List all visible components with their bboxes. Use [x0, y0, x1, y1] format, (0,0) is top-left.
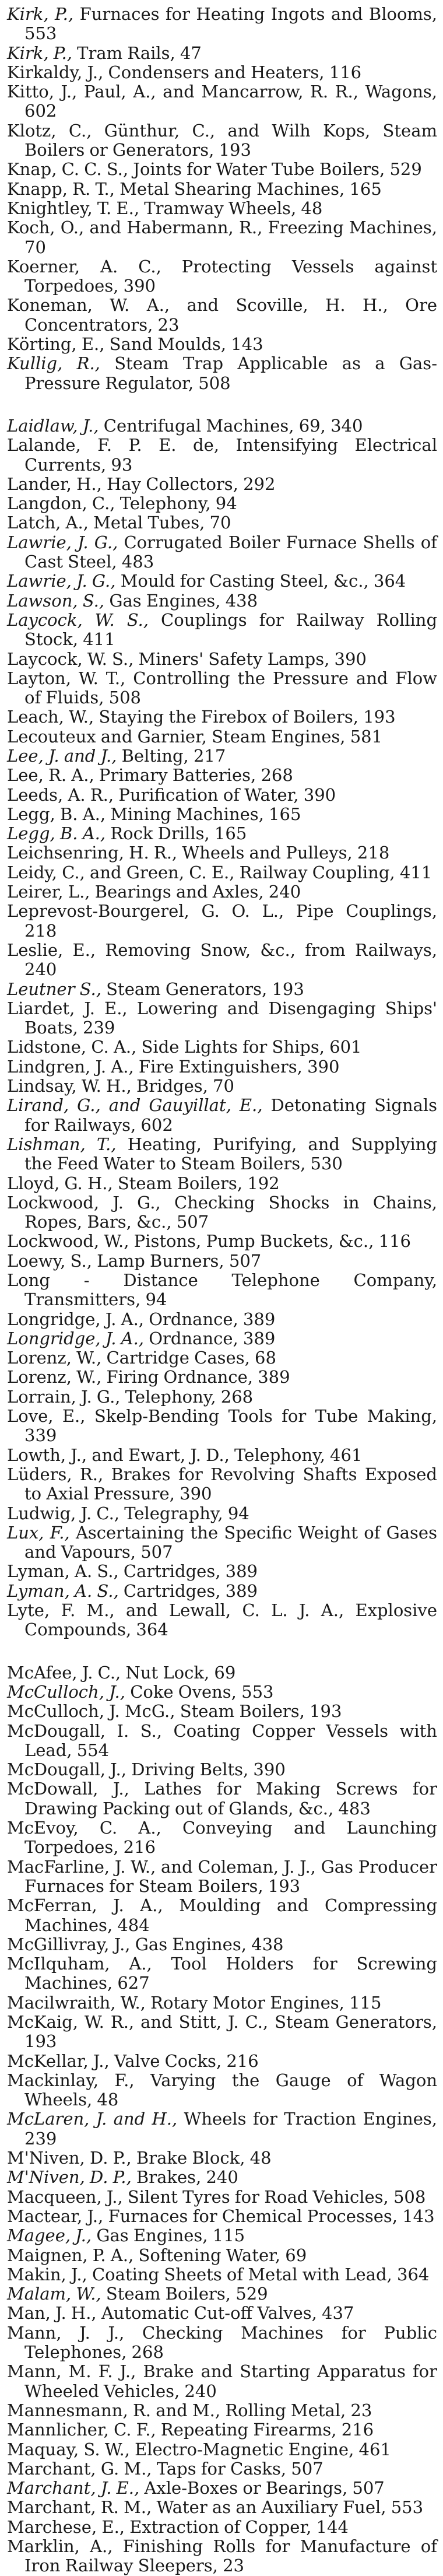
- index-entry: [7, 746, 437, 766]
- index-entry: [7, 1954, 437, 1993]
- entry-name: Körting, E.,: [7, 334, 105, 355]
- index-entry: [7, 218, 437, 257]
- entry-name: Layton, W. T.,: [7, 668, 126, 688]
- index-entry: [7, 1582, 437, 1601]
- entry-description: Brakes, 240: [131, 2167, 238, 2188]
- entry-description: Firing Ordnance, 389: [101, 1367, 290, 1387]
- entry-name: Leirer, L.,: [7, 882, 90, 902]
- entry-description: Axle-Boxes or Bearings, 507: [139, 2478, 385, 2498]
- index-entry: [7, 882, 437, 902]
- entry-description: Steam Boilers or Generators, 193: [24, 120, 437, 160]
- entry-name: Ludwig, J. C.,: [7, 1503, 119, 1523]
- index-entry: [7, 1135, 437, 1174]
- entry-name: Leichsenring, H. R.,: [7, 843, 178, 863]
- index-entry: [7, 513, 437, 532]
- entry-description: Ordnance, 389: [144, 1309, 276, 1329]
- entry-description: Primary Batteries, 268: [94, 765, 293, 786]
- entry-description: Tramway Wheels, 48: [139, 198, 323, 218]
- index-entry: [7, 611, 437, 650]
- entry-name: Leutner S.,: [7, 979, 101, 999]
- entry-description: Brake and Starting Apparatus for Wheeled Vehicles, 240: [24, 2361, 437, 2401]
- index-entry: [7, 1760, 437, 1779]
- entry-name: McKaig, W. R., and Stitt, J. C.,: [7, 2011, 269, 2032]
- index-entry: [7, 2052, 437, 2071]
- index-entry: [7, 2207, 437, 2226]
- index-entry: [7, 1702, 437, 1721]
- entry-name: Laidlaw, J.,: [7, 415, 99, 436]
- entry-name: McIlquham, A.,: [7, 1954, 152, 1974]
- entry-description: Side Lights for Ships, 601: [136, 1037, 362, 1057]
- entry-name: Maquay, S. W.,: [7, 2439, 130, 2459]
- entry-description: Detonating Signals for Railways, 602: [24, 1095, 437, 1135]
- entry-name: Leslie, E.,: [7, 940, 96, 960]
- index-entry: [7, 1038, 437, 1057]
- entry-description: Protecting Vessels against Torpedoes, 390: [24, 256, 437, 296]
- index-entry: [7, 1504, 437, 1523]
- entry-description: Steam Engines, 581: [206, 726, 383, 746]
- index-entry: [7, 1993, 437, 2013]
- entry-description: Driving Belts, 390: [126, 1760, 286, 1780]
- entry-name: Laycock, W. S.,: [7, 609, 149, 630]
- entry-description: Removing Snow, &c., from Railways, 240: [24, 940, 437, 980]
- entry-name: Lindgren, J. A.,: [7, 1056, 134, 1077]
- entry-name: Mann, M. F. J.,: [7, 2361, 136, 2382]
- entry-description: Tram Rails, 47: [72, 43, 202, 63]
- index-entry: [7, 1271, 437, 1310]
- entry-description: Sand Moulds, 143: [104, 334, 263, 355]
- entry-name: Macqueen, J.,: [7, 2186, 123, 2207]
- entry-name: Kirk, P.,: [7, 4, 74, 24]
- entry-description: Coating Sheets of Metal with Lead, 364: [87, 2264, 430, 2284]
- index-entry: [7, 2284, 437, 2304]
- index-entry: [7, 2518, 437, 2537]
- entry-name: Kirkaldy, J.,: [7, 62, 104, 82]
- index-entry: [7, 1310, 437, 1329]
- index-entry: [7, 494, 437, 513]
- entry-name: Lorrain, J. G.,: [7, 1386, 121, 1407]
- index-entry: [7, 1077, 437, 1096]
- index-entry: [7, 902, 437, 941]
- entry-name: McGillivray, J.,: [7, 1934, 131, 1954]
- entry-description: Conveying and Launching Torpedoes, 216: [24, 1818, 437, 1857]
- entry-name: Latch, A.,: [7, 513, 89, 533]
- entry-description: Telephony, 94: [115, 493, 237, 514]
- entry-name: McCulloch, J. McG.,: [7, 1701, 175, 1722]
- entry-description: Steam Boilers, 193: [175, 1701, 342, 1722]
- index-entry: [7, 1663, 437, 1683]
- entry-name: Lander, H.,: [7, 474, 102, 494]
- index-entry: [7, 2149, 437, 2168]
- entry-name: McFerran, J. A.,: [7, 1895, 163, 1916]
- entry-description: Brake Block, 48: [131, 2148, 272, 2168]
- entry-description: Steam Trap Applicable as a Gas-Pressure Regulator, 508: [24, 353, 437, 393]
- index-entry: [7, 650, 437, 669]
- index-entry: [7, 416, 437, 436]
- entry-description: Corrugated Boiler Furnace Shells of Cast Steel, 483: [24, 532, 437, 572]
- index-entry: [7, 1683, 437, 1702]
- entry-name: Kullig, R.,: [7, 353, 100, 374]
- entry-name: Lyman, A. S.,: [7, 1561, 119, 1582]
- index-entry: [7, 824, 437, 843]
- entry-description: Repeating Firearms, 216: [156, 2420, 374, 2440]
- entry-name: Lockwood, J. G.,: [7, 1192, 161, 1212]
- index-entry: [7, 805, 437, 824]
- entry-description: Gas Producer Furnaces for Steam Boilers, 193: [24, 1856, 437, 1896]
- entry-description: Heating, Purifying, and Supplying the Feed Water to Steam Boilers, 530: [24, 1134, 437, 1174]
- index-entry: [7, 1896, 437, 1935]
- entry-name: Lorenz, W.,: [7, 1367, 102, 1387]
- entry-description: Cartridges, 389: [118, 1561, 258, 1582]
- index-entry: [7, 354, 437, 393]
- entry-description: Ascertaining the Specific Weight of Gases and Vapours, 507: [24, 1522, 437, 1562]
- entry-description: Wheels for Traction Engines, 239: [24, 2109, 437, 2149]
- index-entry: [7, 160, 437, 179]
- entry-description: Ordnance, 389: [144, 1328, 276, 1348]
- index-entry: [7, 475, 437, 494]
- entry-name: Magee, J.,: [7, 2225, 92, 2246]
- entry-name: Lee, R. A.,: [7, 765, 94, 786]
- entry-description: Metal Tubes, 70: [88, 513, 231, 533]
- entry-name: Lloyd, G. H.,: [7, 1173, 113, 1193]
- index-section: [7, 416, 437, 1640]
- entry-description: Metal Shearing Machines, 165: [115, 178, 382, 199]
- index-entry: [7, 82, 437, 121]
- entry-description: Gas Engines, 115: [92, 2225, 245, 2246]
- entry-description: Extraction of Copper, 144: [125, 2517, 349, 2537]
- entry-name: Lawrie, J. G.,: [7, 571, 116, 591]
- index-entry: [7, 2479, 437, 2498]
- index-entry: [7, 1329, 437, 1348]
- index-entry: [7, 296, 437, 335]
- entry-description: Furnaces for Chemical Processes, 143: [103, 2206, 435, 2226]
- index-entry: [7, 1562, 437, 1581]
- entry-name: Mactear, J.,: [7, 2206, 104, 2226]
- index-entry: [7, 2401, 437, 2420]
- entry-description: Steam Boilers, 192: [112, 1173, 280, 1193]
- entry-description: Gas Engines, 438: [130, 1934, 284, 1954]
- entry-name: Love, E.,: [7, 1406, 86, 1427]
- index-entry: [7, 436, 437, 475]
- entry-description: Hay Collectors, 292: [101, 474, 276, 494]
- entry-name: Legg, B. A.,: [7, 804, 106, 824]
- entry-description: Intensifying Electrical Currents, 93: [24, 435, 437, 475]
- entry-description: Joints for Water Tube Boilers, 529: [128, 159, 422, 180]
- entry-name: Longridge, J. A.,: [7, 1328, 145, 1348]
- entry-name: Macilwraith, W.,: [7, 1992, 146, 2013]
- entry-name: Lirand, G., and Gauyillat, E.,: [7, 1095, 263, 1116]
- entry-description: Lowering and Disengaging Ships' Boats, 239: [24, 998, 438, 1038]
- index-entry: [7, 1057, 437, 1077]
- entry-description: Water as an Auxiliary Fuel, 553: [152, 2497, 424, 2518]
- entry-description: Telephony, 268: [120, 1386, 254, 1407]
- entry-name: Loewy, S.,: [7, 1250, 92, 1271]
- entry-name: Leeds, A. R.,: [7, 784, 114, 805]
- entry-name: Laycock, W. S.,: [7, 649, 134, 669]
- entry-description: Bridges, 70: [131, 1076, 235, 1096]
- index-entry: [7, 2537, 437, 2576]
- index-entry: [7, 980, 437, 999]
- entry-name: McEvoy, C. A.,: [7, 1818, 161, 1838]
- entry-name: Man, J. H.,: [7, 2303, 97, 2323]
- entry-name: Malam, W.,: [7, 2284, 101, 2304]
- index-entry: [7, 1096, 437, 1135]
- entry-description: Wagons, 602: [24, 82, 437, 121]
- index-entry: [7, 2109, 437, 2149]
- index-entry: [7, 63, 437, 82]
- entry-name: McCulloch, J.,: [7, 1681, 125, 1702]
- entry-name: Lalande, F. P. E. de,: [7, 435, 219, 455]
- index-entry: [7, 2304, 437, 2323]
- entry-description: Transmitters, 94: [24, 1289, 167, 1310]
- entry-name: Lecouteux and Garnier,: [7, 726, 207, 746]
- index-entry: [7, 707, 437, 727]
- entry-name: M'Niven, D. P.,: [7, 2167, 132, 2188]
- index-entry: [7, 572, 437, 591]
- index-entry: [7, 2071, 437, 2110]
- entry-description: Telephony, 461: [229, 1445, 363, 1465]
- index-entry: [7, 1523, 437, 1562]
- entry-name: Leidy, C., and Green, C. E.,: [7, 862, 235, 882]
- entry-name: McAfee, J. C.,: [7, 1662, 121, 1683]
- entry-name: McDowall, J.,: [7, 1779, 129, 1799]
- entry-name: Mann, J. J.,: [7, 2322, 125, 2343]
- entry-description: Explosive Compounds, 364: [24, 1600, 437, 1640]
- entry-description: Nut Lock, 69: [121, 1662, 236, 1683]
- entry-description: Automatic Cut-off Valves, 437: [96, 2303, 354, 2323]
- entry-name: Marchant, G. M.,: [7, 2458, 152, 2479]
- entry-description: Pistons, Pump Buckets, &c., 116: [129, 1231, 411, 1252]
- index-entry: [7, 2498, 437, 2517]
- index-entry: [7, 2188, 437, 2207]
- index-entry: [7, 727, 437, 746]
- index-entry: [7, 1818, 437, 1857]
- entry-description: Controlling the Pressure and Flow of Fluids, 508: [24, 668, 437, 708]
- index-entry: [7, 941, 437, 980]
- index-entry: [7, 2440, 437, 2459]
- index-entry: [7, 1779, 437, 1818]
- entry-name: Langdon, C.,: [7, 493, 115, 514]
- entry-description: Checking Machines for Public Telephones, 268: [24, 2322, 437, 2363]
- entry-name: Mannlicher, C. F.,: [7, 2420, 156, 2440]
- entry-description: Couplings for Railway Rolling Stock, 411: [24, 609, 438, 650]
- entry-description: Lathes for Making Screws for Drawing Packing out of Glands, &c., 483: [24, 1779, 437, 1818]
- index-entry: [7, 1348, 437, 1368]
- entry-description: Checking Shocks in Chains, Ropes, Bars, &c., 507: [24, 1192, 438, 1232]
- entry-name: Makin, J.,: [7, 2264, 87, 2284]
- entry-description: Steam Generators, 193: [24, 2011, 437, 2052]
- index-entry: [7, 1193, 437, 1232]
- entry-name: Knap, C. C. S.,: [7, 159, 129, 180]
- entry-description: Rolling Metal, 23: [220, 2400, 372, 2420]
- entry-description: Silent Tyres for Road Vehicles, 508: [122, 2186, 426, 2207]
- entry-name: Koerner, A. C.,: [7, 256, 161, 276]
- entry-description: Varying the Gauge of Wagon Wheels, 48: [24, 2070, 437, 2110]
- entry-name: Lyman, A. S.,: [7, 1580, 119, 1601]
- entry-name: Kirk, P.,: [7, 43, 72, 63]
- index-entry: [7, 5, 437, 44]
- entry-name: Lyte, F. M., and Lewall, C. L. J. A.,: [7, 1600, 344, 1621]
- index-entry: [7, 863, 437, 882]
- entry-description: Belting, 217: [117, 745, 226, 766]
- index-entry: [7, 2362, 437, 2401]
- entry-description: Coke Ovens, 553: [125, 1681, 274, 1702]
- entry-description: Tool Holders for Screwing Machines, 627: [24, 1954, 437, 1993]
- entry-description: Condensers and Heaters, 116: [103, 62, 362, 82]
- index-section: [7, 1663, 437, 2576]
- entry-description: Mould for Casting Steel, &c., 364: [115, 571, 406, 591]
- index-entry: [7, 335, 437, 354]
- entry-description: Rotary Motor Engines, 115: [145, 1992, 382, 2013]
- entry-name: Marchant, J. E.,: [7, 2478, 140, 2498]
- index-entry: [7, 257, 437, 296]
- entry-description: Centrifugal Machines, 69, 340: [99, 415, 363, 436]
- index-entry: [7, 1601, 437, 1640]
- entry-description: Steam Boilers, 529: [101, 2284, 268, 2304]
- entry-name: Lawrie, J. G.,: [7, 532, 118, 552]
- index-entry: [7, 786, 437, 805]
- entry-name: Knightley, T. E.,: [7, 198, 140, 218]
- index-entry: [7, 180, 437, 199]
- entry-name: Klotz, C., Günthur, C., and Wilh Kops,: [7, 120, 371, 141]
- entry-description: Taps for Casks, 507: [152, 2458, 324, 2479]
- entry-name: McDougall, J.,: [7, 1760, 126, 1780]
- index-entry: [7, 2323, 437, 2363]
- entry-name: Long - Distance Telephone Company,: [7, 1270, 437, 1290]
- entry-name: Koch, O., and Habermann, R.,: [7, 218, 263, 238]
- index-entry: [7, 1174, 437, 1193]
- entry-name: Lowth, J., and Ewart, J. D.,: [7, 1445, 230, 1465]
- entry-description: Staying the Firebox of Boilers, 193: [94, 707, 396, 727]
- entry-description: Wheels and Pulleys, 218: [177, 843, 390, 863]
- entry-name: Lockwood, W.,: [7, 1231, 129, 1252]
- entry-description: Gas Engines, 438: [104, 590, 258, 611]
- index-entry: [7, 1368, 437, 1387]
- index-entry: [7, 121, 437, 160]
- entry-name: Liardet, J. E.,: [7, 998, 128, 1018]
- entry-name: Maignen, P. A.,: [7, 2245, 134, 2265]
- entry-name: Lüders, R.,: [7, 1464, 104, 1484]
- index-entry: [7, 533, 437, 572]
- entry-name: McKellar, J.,: [7, 2051, 110, 2071]
- entry-name: Koneman, W. A., and Scoville, H. H.,: [7, 295, 388, 316]
- entry-name: Lidstone, C. A.,: [7, 1037, 137, 1057]
- entry-description: Mining Machines, 165: [106, 804, 301, 824]
- entry-description: Brakes for Revolving Shafts Exposed to Axial Pressure, 390: [24, 1464, 437, 1504]
- index-entry: [7, 999, 437, 1038]
- entry-name: Leach, W.,: [7, 707, 94, 727]
- index-entry: [7, 2013, 437, 2052]
- entry-description: Finishing Rolls for Manufacture of Iron Railway Sleepers, 23: [24, 2536, 437, 2576]
- entry-description: Purification of Water, 390: [114, 784, 336, 805]
- entry-description: Valve Cocks, 216: [109, 2051, 259, 2071]
- entry-description: Furnaces for Heating Ingots and Blooms, 553: [24, 4, 437, 44]
- index-entry: [7, 2168, 437, 2187]
- index-entry: [7, 1935, 437, 1954]
- entry-name: Lux, F.,: [7, 1522, 70, 1543]
- entry-name: M'Niven, D. P.,: [7, 2148, 132, 2168]
- entry-description: Bearings and Axles, 240: [90, 882, 301, 902]
- entry-description: Pipe Couplings, 218: [24, 901, 437, 941]
- entry-description: Telegraphy, 94: [119, 1503, 249, 1523]
- entry-name: McDougall, I. S.,: [7, 1720, 162, 1741]
- entry-description: Electro-Magnetic Engine, 461: [129, 2439, 391, 2459]
- entry-description: Freezing Machines, 70: [24, 218, 437, 257]
- entry-name: Lee, J. and J.,: [7, 745, 117, 766]
- entry-description: Railway Coupling, 411: [234, 862, 433, 882]
- entry-description: Miners' Safety Lamps, 390: [133, 649, 367, 669]
- index-entry: [7, 2459, 437, 2479]
- entry-name: Marchant, R. M.,: [7, 2497, 152, 2518]
- index-entry: [7, 2226, 437, 2245]
- entry-description: Moulding and Compressing Machines, 484: [24, 1895, 438, 1935]
- entry-name: Knapp, R. T.,: [7, 178, 115, 199]
- index-entry: [7, 843, 437, 863]
- entry-name: Leprevost-Bourgerel, G. O. L.,: [7, 901, 284, 921]
- entry-description: Fire Extinguishers, 390: [133, 1056, 340, 1077]
- index-entry: [7, 1252, 437, 1271]
- index-entry: [7, 766, 437, 785]
- index-entry: [7, 1232, 437, 1251]
- index-entry: [7, 1722, 437, 1761]
- entry-description: Coating Copper Vessels with Lead, 554: [24, 1720, 437, 1760]
- index-entry: [7, 669, 437, 708]
- entry-name: Longridge, J. A.,: [7, 1309, 145, 1329]
- entry-description: Lamp Burners, 507: [92, 1250, 262, 1271]
- index-section: [7, 5, 437, 393]
- entry-name: Lindsay, W. H.,: [7, 1076, 132, 1096]
- index-entry: [7, 591, 437, 611]
- entry-name: Marklin, A.,: [7, 2536, 113, 2556]
- entry-name: Mannesmann, R. and M.,: [7, 2400, 221, 2420]
- entry-description: Skelp-Bending Tools for Tube Making, 339: [24, 1406, 437, 1446]
- index-entry: [7, 199, 437, 218]
- entry-name: Marchese, E.,: [7, 2517, 125, 2537]
- entry-name: Legg, B. A.,: [7, 823, 106, 844]
- entry-description: Rock Drills, 165: [106, 823, 247, 844]
- entry-name: Mackinlay, F.,: [7, 2070, 135, 2090]
- entry-name: Lorenz, W.,: [7, 1348, 102, 1368]
- index-entry: [7, 44, 437, 63]
- entry-name: Lishman, T.,: [7, 1134, 117, 1154]
- index-entry: [7, 2420, 437, 2440]
- index-entry: [7, 1407, 437, 1446]
- index-entry: [7, 2265, 437, 2284]
- entry-description: Steam Generators, 193: [101, 979, 304, 999]
- index-entry: [7, 1387, 437, 1407]
- entry-name: McLaren, J. and H.,: [7, 2109, 178, 2129]
- entry-description: Cartridge Cases, 68: [101, 1348, 276, 1368]
- entry-name: Lawson, S.,: [7, 590, 105, 611]
- index-entry: [7, 1465, 437, 1504]
- entry-description: Softening Water, 69: [133, 2245, 307, 2265]
- index-entry: [7, 1857, 437, 1897]
- entry-name: MacFarline, J. W., and Coleman, J. J.,: [7, 1856, 316, 1877]
- entry-name: Kitto, J., Paul, A., and Mancarrow, R. R.,: [7, 82, 358, 102]
- index-entry: [7, 2246, 437, 2265]
- index-entry: [7, 1446, 437, 1465]
- entry-description: Cartridges, 389: [118, 1580, 258, 1601]
- entry-description: Ore Concentrators, 23: [24, 295, 437, 335]
